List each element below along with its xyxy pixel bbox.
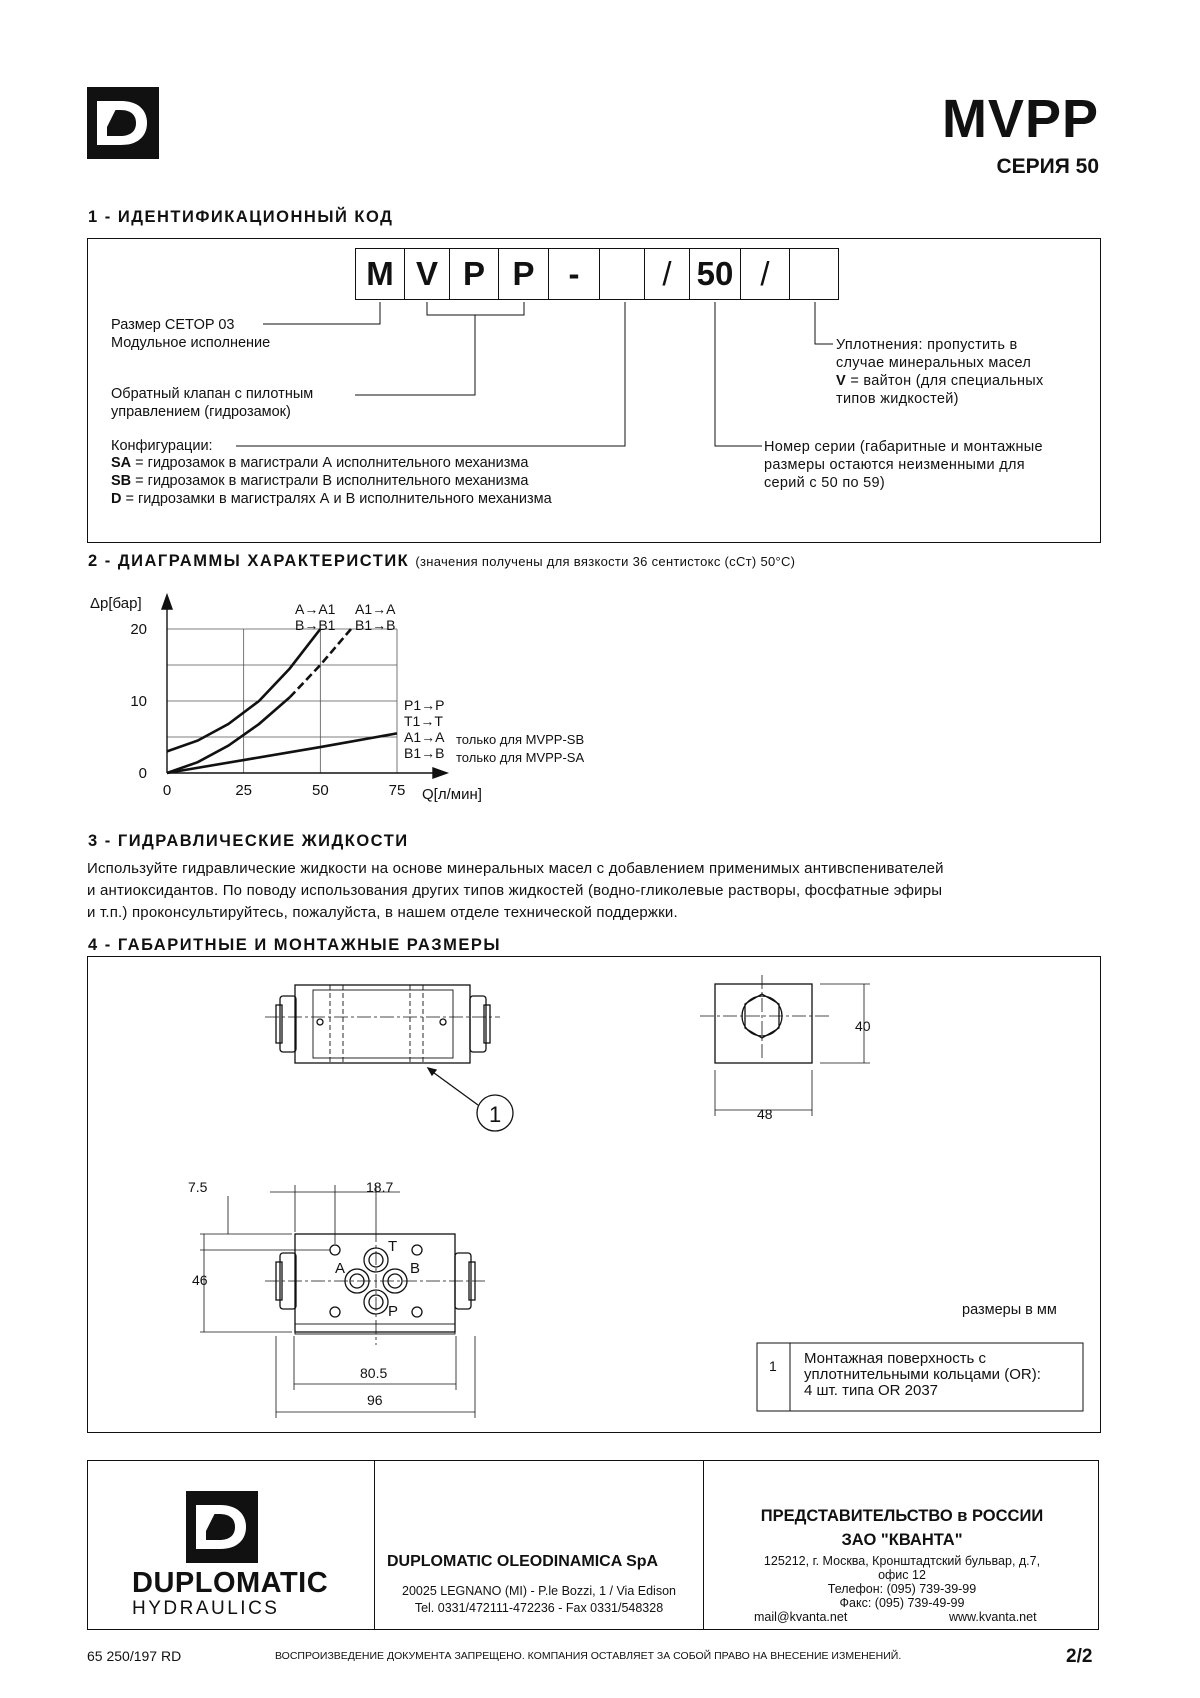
dim-80-5: 80.5 [360,1365,388,1381]
port-a-label: A [335,1260,346,1277]
y-tick-label: 20 [130,621,147,638]
curve1-label-2: B→B1 [295,617,336,633]
company-address: 20025 LEGNANO (MI) - P.le Bozzi, 1 / Via Edison [402,1584,676,1598]
curve2-label-1: A1→A [355,601,396,617]
section3-title: 3 - ГИДРАВЛИЧЕСКИЕ ЖИДКОСТИ [88,832,409,850]
fluids-line-3: и т.п.) проконсультируйтесь, пожалуйста, в нашем отделе технической поддержки. [87,904,678,921]
seals-label-1: Уплотнения: пропустить в [836,337,1018,353]
config-title: Конфигурации: [111,438,213,454]
dim-7-5: 7.5 [188,1179,208,1195]
code-cell: / [740,248,790,300]
y-tick-label: 10 [130,693,147,710]
code-cell: 50 [689,248,741,300]
code-cell: M [355,248,405,300]
duplomatic-logo-icon [186,1491,258,1563]
legend-number: 1 [769,1358,777,1374]
rep-address-1: 125212, г. Москва, Кронштадтский бульвар, д.7, [763,1554,1041,1568]
footer-company-cell [374,1460,704,1630]
section1-title: 1 - ИДЕНТИФИКАЦИОННЫЙ КОД [88,208,394,226]
rep-website-link[interactable]: www.kvanta.net [949,1610,1037,1624]
code-cell: P [449,248,499,300]
series-label: СЕРИЯ 50 [996,155,1099,178]
reproduction-notice: ВОСПРОИЗВЕДЕНИЕ ДОКУМЕНТА ЗАПРЕЩЕНО. КОМПАНИЯ ОСТАВЛЯЕТ ЗА СОБОЙ ПРАВО НА ВНЕСЕНИЕ ИЗМЕНЕНИЙ. [275,1650,902,1662]
x-axis-label: Q[л/мин] [422,786,482,803]
y-axis-label: Δp[бар] [90,595,142,612]
rep-fax: Факс: (095) 739-49-99 [839,1596,965,1610]
fluids-line-2: и антиоксидантов. По поводу использования других типов жидкостей (водно-гликолевые растворы, фосфатные эфиры [87,882,943,899]
modular-label: Модульное исполнение [111,335,271,351]
company-name: DUPLOMATIC OLEODINAMICA SpA [387,1553,659,1570]
code-cell: / [644,248,690,300]
dim-18-7: 18.7 [366,1179,394,1195]
fluids-line-1: Используйте гидравлические жидкости на основе минеральных масел с добавлением применимых антивспенивателей [87,860,944,877]
rep-email-link[interactable]: mail@kvanta.net [754,1610,848,1624]
dim-96: 96 [367,1392,383,1408]
dim-46: 46 [192,1272,208,1288]
valve-label-2: управлением (гидрозамок) [111,404,291,420]
low-curve-label-1: P1→P [404,697,445,713]
product-title: MVPP [941,89,1099,149]
code-cell: P [498,248,549,300]
rep-title: ПРЕДСТАВИТЕЛЬСТВО в РОССИИ [760,1507,1044,1525]
config-d: D = гидрозамки в магистралях А и В исполнительного механизма [111,491,552,507]
low-curve-label-2: T1→T [404,713,443,729]
rep-company: ЗАО "КВАНТА" [841,1531,963,1549]
x-tick-label: 75 [388,782,406,799]
low-curve-label-3: A1→A [404,729,445,745]
code-cell: V [404,248,450,300]
curve1-label-1: A→A1 [295,601,336,617]
only-sb-label: только для MVPP-SB [456,732,585,747]
config-sa: SA = гидрозамок в магистрали А исполнительного механизма [111,455,529,471]
seals-label-3: V = вайтон (для специальных [836,373,1044,389]
legend-text-2: уплотнительными кольцами (OR): [804,1366,1041,1383]
low-curve-label-4: B1→B [404,745,445,761]
document-code: 65 250/197 RD [87,1648,182,1664]
x-tick-label: 50 [311,782,329,799]
dim-40: 40 [855,1018,871,1034]
port-b-label: B [410,1260,421,1277]
footer-rep-cell [703,1460,1099,1630]
legend-text-3: 4 шт. типа OR 2037 [804,1382,939,1399]
dim-48: 48 [757,1106,773,1122]
legend-text-1: Монтажная поверхность с [804,1350,987,1367]
footer-logo-cell [87,1460,375,1630]
series-num-label-2: размеры остаются неизменными для [764,457,1025,473]
seals-label-4: типов жидкостей) [836,391,959,407]
curve2-label-2: B1→B [355,617,396,633]
valve-label-1: Обратный клапан с пилотным [111,386,314,402]
series-num-label-3: серий с 50 по 59) [764,475,886,491]
config-sb: SB = гидрозамок в магистрали В исполнительного механизма [111,473,529,489]
rep-phone: Телефон: (095) 739-39-99 [827,1582,977,1596]
section4-title: 4 - ГАБАРИТНЫЕ И МОНТАЖНЫЕ РАЗМЕРЫ [88,936,502,954]
size-label: Размер CETOP 03 [111,317,235,333]
port-p-label: P [388,1303,399,1320]
port-t-label: T [388,1238,398,1255]
code-cell: - [548,248,600,300]
brand-name: DUPLOMATIC [132,1567,329,1599]
x-tick-label: 25 [235,782,253,799]
x-tick-label: 0 [162,782,172,799]
section2-note: (значения получены для вязкости 36 сентистокс (сСт) 50°C) [415,554,796,569]
only-sa-label: только для MVPP-SA [456,750,585,765]
seals-label-2: случае минеральных масел [836,355,1032,371]
rep-address-2: офис 12 [878,1568,926,1582]
units-note: размеры в мм [962,1302,1057,1318]
brand-subtitle: HYDRAULICS [132,1598,280,1619]
y-tick-label: 0 [138,765,147,782]
page-number: 2/2 [1066,1646,1093,1667]
callout-number: 1 [489,1102,502,1127]
company-phone: Tel. 0331/472111-472236 - Fax 0331/548328 [414,1601,664,1615]
section2-title: 2 - ДИАГРАММЫ ХАРАКТЕРИСТИК (значения получены для вязкости 36 сентистокс (сСт) 50°C) [88,552,796,570]
series-num-label-1: Номер серии (габаритные и монтажные [764,439,1043,455]
